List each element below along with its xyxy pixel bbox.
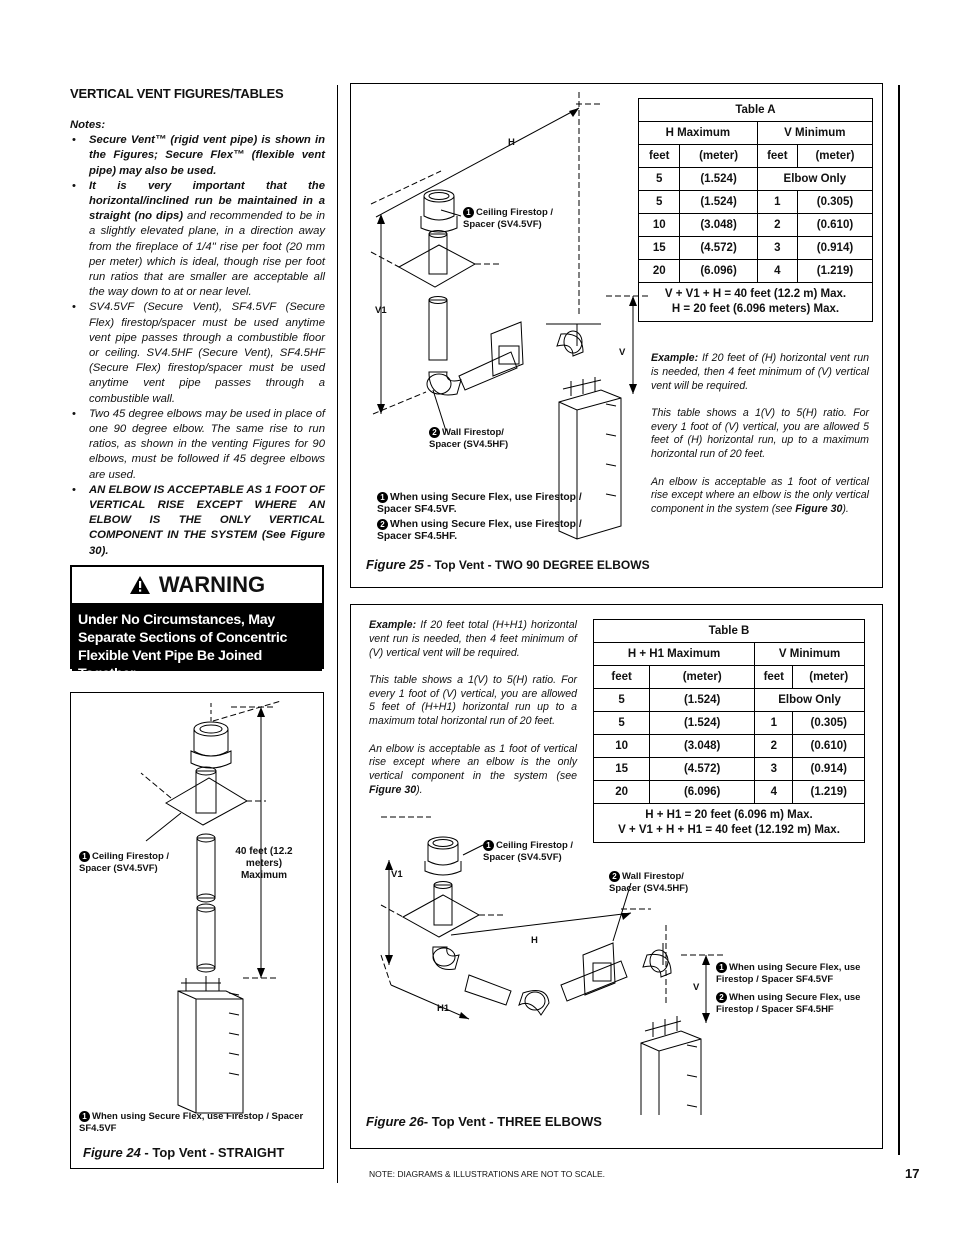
notes-list [70,133,325,559]
table-a-title: Table A [639,99,873,122]
note-text: Two 45 degree elbows may be used in place of one 90 degree elbow. The same rise to run ratios, as shown in the venting Figures for 90 elbows, must be followed if 45 degree elbows are used. [89,407,325,481]
table-cell: 10 [594,735,650,758]
table-b-unit: (meter) [650,666,755,689]
fig26-note-1: 1 When using Secure Flex, use Firestop / Spacer SF4.5VF [716,962,861,985]
figure-25-caption: Figure 25 - Top Vent - TWO 90 DEGREE ELBOWS [366,557,650,572]
table-cell: (3.048) [680,214,757,237]
fig24-note-1: 1 When using Secure Flex, use Firestop / Spacer SF4.5VF [79,1111,304,1134]
table-cell: (0.610) [793,735,865,758]
note-text: AN ELBOW IS ACCEPTABLE AS 1 FOOT OF VERTICAL RISE EXCEPT WHERE AN ELBOW IS THE ONLY VERTICAL COMPONENT IN THE SYSTEM (See Figure 30). [89,483,325,557]
table-cell: 15 [639,237,680,260]
warning-box [70,565,324,682]
table-cell: 20 [639,260,680,283]
fig24-height-label: 40 feet (12.2 meters) Maximum [235,846,293,881]
table-b-footer-1: H + H1 = 20 feet (6.096 m) Max. [645,809,813,821]
figure-24-box [70,692,324,1169]
fig24-callout-ceiling-firestop: 1 Ceiling Firestop / Spacer (SV4.5VF) [79,851,170,874]
table-a [638,98,873,322]
note-item: • It is very important that the horizontal/inclined run be maintained in a straight (no dips) and recommended to be in a slightly elevated plane, in a direction away from the fireplace of 1/4" rise per foot (20 mm per meter) which is ideal, though rise per foot run ratios that are smaller are acceptable all the way down to at or near level. [72,179,325,299]
table-a-unit: feet [639,145,680,168]
table-cell: 5 [594,712,650,735]
table-cell: (0.914) [797,237,872,260]
table-cell: 20 [594,781,650,804]
table-b-footer-2: V + V1 + H + H1 = 40 feet (12.192 m) Max. [618,824,840,836]
fig25-elbow-text: An elbow is acceptable as 1 foot of vertical rise except where an elbow is the only vertical component in the system (see [651,475,869,516]
table-row [594,712,865,735]
fig26-note-2: 2 When using Secure Flex, use Firestop / Spacer SF4.5HF [716,992,861,1015]
table-cell: 5 [639,191,680,214]
table-cell: (6.096) [650,781,755,804]
fig25-label-h: H [508,137,515,148]
note-item: • Secure Vent™ (rigid vent pipe) is shown in the Figures; Secure Flex™ (flexible vent pipe) may also be used. [72,134,325,177]
table-a-unit: feet [757,145,797,168]
fig26-figure-ref: Figure 30 [369,783,417,796]
table-cell: (1.219) [793,781,865,804]
table-row [594,781,865,804]
note-item: • Two 45 degree elbows may be used in place of one 90 degree elbow. The same rise to run ratios, as shown in the venting Figures for 90 elbows, must be followed if 45 degree elbows are used. [72,407,325,481]
figure-26-diagram [351,805,882,1115]
figure-25-box [350,83,883,588]
fig26-ratio-text: This table shows a 1(V) to 5(H) ratio. For every 1 foot of (V) vertical, you are allowed 5 feet of (H+H1) horizontal run up to a maximum total horizontal run of 20 feet. [369,673,577,728]
table-cell: 2 [755,735,793,758]
notes-block [70,118,325,559]
note-text: and recommended to be in a slightly elevated plane, in a direction away from the fireplace of 1/4" rise per foot (20 mm per meter) which is ideal, though rise per foot run ratios that are smaller are acceptable all the way down to at or near level. [89,210,325,299]
table-a-footer-1: V + V1 + H = 40 feet (12.2 m) Max. [664,288,847,300]
table-cell: (0.305) [793,712,865,735]
page-right-rule [898,85,900,1155]
table-cell: 10 [639,214,680,237]
table-cell: (1.524) [650,689,755,712]
table-a-unit: (meter) [797,145,872,168]
warning-text: Under No Circumstances, May Separate Sections of Concentric Flexible Vent Pipe Be Joined Together. [72,605,322,671]
figure-24-diagram [71,693,323,1168]
table-cell: (1.524) [680,191,757,214]
note-text-bold: It is very important that the horizontal/inclined run be maintained in a straight (no dips) [89,179,325,223]
table-b-col-v: V Minimum [755,643,865,666]
fig25-label-v1: V1 [375,305,387,316]
table-cell: 2 [757,214,797,237]
table-cell: (1.219) [797,260,872,283]
fig26-label-v: V [693,982,700,993]
notes-heading: Notes: [70,119,106,131]
table-cell: (0.610) [797,214,872,237]
table-cell: (0.914) [793,758,865,781]
fig25-callout-ceiling-firestop: 1 Ceiling Firestop / Spacer (SV4.5VF) [463,207,554,230]
figure-24-caption: Figure 24 - Top Vent - STRAIGHT [83,1145,285,1160]
table-b-unit: feet [755,666,793,689]
fig26-elbow-text: An elbow is acceptable as 1 foot of vertical rise except where an elbow is the only vertical component in the system (see [369,742,577,783]
fig25-label-v: V [619,347,626,358]
fig25-note-1: 1 When using Secure Flex, use Firestop / Spacer SF4.5VF. [377,492,582,515]
warning-icon [129,575,151,595]
table-cell: Elbow Only [757,168,872,191]
warning-header [72,567,322,605]
table-cell: (1.524) [650,712,755,735]
fig26-example-label: Example: [369,619,417,631]
table-cell: (0.305) [797,191,872,214]
table-cell: 4 [755,781,793,804]
table-cell: 3 [755,758,793,781]
table-row [639,237,873,260]
fig26-label-v1: V1 [391,869,403,880]
table-a-col-v: V Minimum [757,122,872,145]
note-item: • SV4.5VF (Secure Vent), SF4.5VF (Secure Flex) firestop/spacer must be used anytime vent pipe passes through a combustible floor or ceiling. SV4.5HF (Secure Vent), SF4.5HF (Secure Flex) firestop/spacer must be used anytime vent pipe passes through a combustible wall. [72,301,325,405]
footer-note: NOTE: DIAGRAMS & ILLUSTRATIONS ARE NOT TO SCALE. [369,1169,606,1179]
table-row [594,689,865,712]
table-cell: (4.572) [680,237,757,260]
fig25-callout-wall-firestop: 2 Wall Firestop/ Spacer (SV4.5HF) [429,427,509,450]
table-row [639,168,873,191]
note-item: • AN ELBOW IS ACCEPTABLE AS 1 FOOT OF VERTICAL RISE EXCEPT WHERE AN ELBOW IS THE ONLY VERTICAL COMPONENT IN THE SYSTEM (See Figure 30). [72,483,325,557]
table-cell: 15 [594,758,650,781]
fig26-explanation [369,619,577,811]
fig25-figure-ref: Figure 30 [795,503,843,516]
fig25-explanation [651,352,869,530]
note-text: Secure Vent™ (rigid vent pipe) is shown in the Figures; Secure Flex™ (flexible vent pipe) may also be used. [89,134,325,177]
fig25-elbow-text-end: ). [842,503,849,516]
table-cell: 5 [639,168,680,191]
table-cell: (1.524) [680,168,757,191]
table-cell: 5 [594,689,650,712]
fig26-elbow-text-end: ). [416,783,423,796]
warning-title: WARNING [158,572,266,597]
fig26-label-h1: H1 [437,1003,450,1014]
table-row [594,735,865,758]
table-b-unit: feet [594,666,650,689]
table-cell: (3.048) [650,735,755,758]
fig25-note-2: 2 When using Secure Flex, use Firestop / Spacer SF4.5HF. [377,519,582,542]
fig25-ratio-text: This table shows a 1(V) to 5(H) ratio. For every 1 foot of (V) vertical, you are allowed 5 feet of (H) horizontal run, up to a maximum horizontal run of 20 feet. [651,406,869,461]
table-b-title: Table B [594,620,865,643]
table-row [639,191,873,214]
figure-26-caption: Figure 26- Top Vent - THREE ELBOWS [366,1114,602,1129]
table-b-unit: (meter) [793,666,865,689]
table-b-col-h: H + H1 Maximum [594,643,755,666]
table-cell: (4.572) [650,758,755,781]
page-number: 17 [905,1166,920,1181]
figure-26-box [350,604,883,1149]
table-cell: 1 [755,712,793,735]
fig26-label-h: H [531,935,538,946]
table-row [639,260,873,283]
fig26-callout-wall-firestop: 2 Wall Firestop/ Spacer (SV4.5HF) [609,871,689,894]
table-row [639,214,873,237]
table-a-footer-2: H = 20 feet (6.096 meters) Max. [671,303,840,315]
table-a-footer [639,283,873,322]
table-cell: 1 [757,191,797,214]
fig25-example-text: If 20 feet of (H) horizontal vent run is needed, then 4 feet minimum of (V) vertical vent will be required. [651,352,869,392]
table-cell: (6.096) [680,260,757,283]
fig25-example-label: Example: [651,352,699,364]
table-cell: 3 [757,237,797,260]
column-divider [337,85,338,1183]
table-cell: 4 [757,260,797,283]
table-a-unit: (meter) [680,145,757,168]
note-text: SV4.5VF (Secure Vent), SF4.5VF (Secure Flex) firestop/spacer must be used anytime vent pipe passes through a combustible floor or ceiling. SV4.5HF (Secure Vent), SF4.5HF (Secure Flex) firestop/spacer must be used anytime vent pipe passes through a combustible wall. [89,301,325,405]
table-a-col-h: H Maximum [639,122,758,145]
section-title: VERTICAL VENT FIGURES/TABLES [70,86,284,101]
table-row [594,758,865,781]
table-cell: Elbow Only [755,689,865,712]
fig26-callout-ceiling-firestop: 1 Ceiling Firestop / Spacer (SV4.5VF) [483,840,574,863]
fig26-example-text: If 20 feet total (H+H1) horizontal vent run is needed, then 4 feet minimum of (V) vertical vent will be required. [369,619,577,659]
